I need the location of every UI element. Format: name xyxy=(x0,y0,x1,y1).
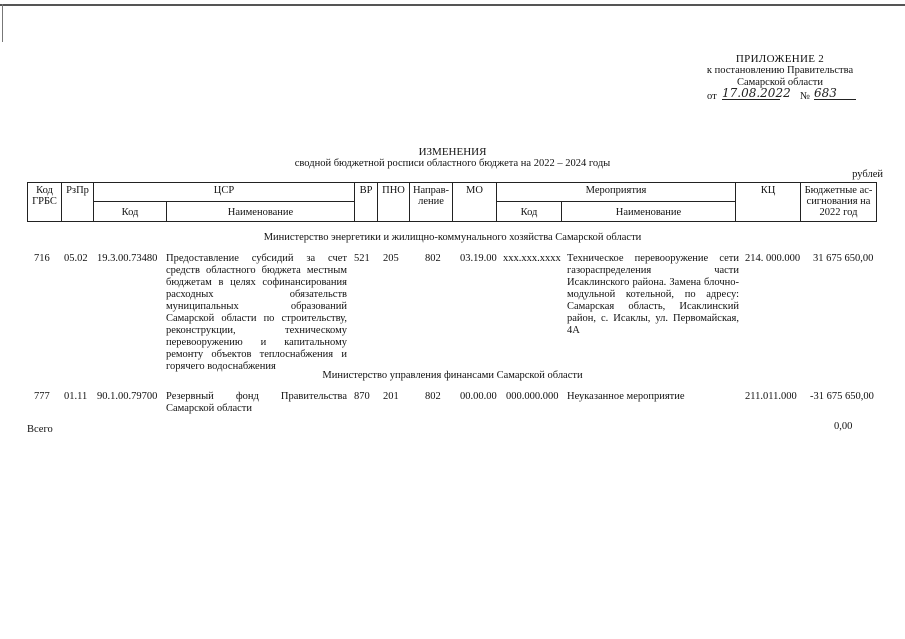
document-title: ИЗМЕНЕНИЯ xyxy=(418,146,487,158)
cell-pno: 205 xyxy=(383,253,399,264)
header-direction: Направ-ление xyxy=(410,183,453,222)
appendix-line-1: к постановлению Правительства xyxy=(706,65,854,76)
units-label: рублей xyxy=(852,169,883,180)
total-amount: 0,00 xyxy=(834,421,853,432)
header-csr-code: Код xyxy=(94,202,167,222)
cell-event-name: Техническое перевооружение сети газораспределения части Исаклинского района. Замена блочно-модульной котельной, по адресу: Самарская область, Исаклинский район, с. Исаклы, ул. Первомайская, 4А xyxy=(567,253,739,336)
cell-amount: 31 675 650,00 xyxy=(813,253,874,264)
cell-mo: 00.00.00 xyxy=(460,391,497,402)
cell-mo: 03.19.00 xyxy=(460,253,497,264)
header-events-code: Код xyxy=(497,202,562,222)
header-csr: ЦСР xyxy=(94,183,355,202)
appendix-date-line xyxy=(690,86,870,105)
total-label: Всего xyxy=(27,424,53,435)
cell-kc: 214. 000.000 xyxy=(745,253,801,264)
header-mo: МО xyxy=(453,183,497,222)
cell-event-code: xxx.xxx.xxxx xyxy=(503,253,561,264)
cell-rzpr: 01.11 xyxy=(64,391,88,402)
header-pno: ПНО xyxy=(378,183,410,222)
cell-csr-code: 90.1.00.79700 xyxy=(97,391,158,402)
cell-csr-name: Предоставление субсидий за счет средств областного бюджета местным бюджетам в целях софинансирования расходных обязательств муниципальных образований Самарской области по строительству, реконструкции, техническому перевооружению и капитальному ремонту объектов теплоснабжения и горячего водоснабжения xyxy=(166,253,347,372)
appendix-title: ПРИЛОЖЕНИЕ 2 xyxy=(735,53,825,65)
page-top-border xyxy=(0,4,905,6)
from-label: от xyxy=(707,91,717,102)
cell-event-code: 000.000.000 xyxy=(506,391,559,402)
cell-direction: 802 xyxy=(425,391,441,402)
page-left-border xyxy=(2,4,3,42)
appendix-block xyxy=(690,53,870,105)
header-budget: Бюджетные ас-сигнования на 2022 год xyxy=(801,183,877,222)
document-subtitle: сводной бюджетной росписи областного бюджета на 2022 – 2024 годы xyxy=(294,158,611,169)
header-grbs: Код ГРБС xyxy=(28,183,62,222)
header-events: Мероприятия xyxy=(497,183,736,202)
header-kc: КЦ xyxy=(736,183,801,222)
cell-kc: 211.011.000 xyxy=(745,391,797,402)
table-header xyxy=(27,182,877,222)
cell-amount: -31 675 650,00 xyxy=(810,391,874,402)
cell-rzpr: 05.02 xyxy=(64,253,88,264)
ministry-heading: Министерство энергетики и жилищно-коммунального хозяйства Самарской области xyxy=(263,232,642,243)
appendix-line-2: Самарской области xyxy=(737,77,823,88)
cell-grbs: 716 xyxy=(34,253,50,264)
cell-vr: 521 xyxy=(354,253,370,264)
cell-csr-name: Резервный фонд Правительства Самарской области xyxy=(166,391,347,414)
number-label: № xyxy=(800,91,811,102)
cell-grbs: 777 xyxy=(34,391,50,402)
cell-direction: 802 xyxy=(425,253,441,264)
header-rzpr: РзПр xyxy=(62,183,94,222)
cell-pno: 201 xyxy=(383,391,399,402)
cell-vr: 870 xyxy=(354,391,370,402)
appendix-number: 683 xyxy=(814,87,856,100)
ministry-heading: Министерство управления финансами Самарской области xyxy=(322,370,583,381)
cell-event-name: Неуказанное мероприятие xyxy=(567,391,685,402)
header-vr: ВР xyxy=(355,183,378,222)
appendix-date: 17.08.2022 xyxy=(722,86,791,100)
header-csr-name: Наименование xyxy=(167,202,355,222)
header-events-name: Наименование xyxy=(562,202,736,222)
cell-csr-code: 19.3.00.73480 xyxy=(97,253,158,264)
